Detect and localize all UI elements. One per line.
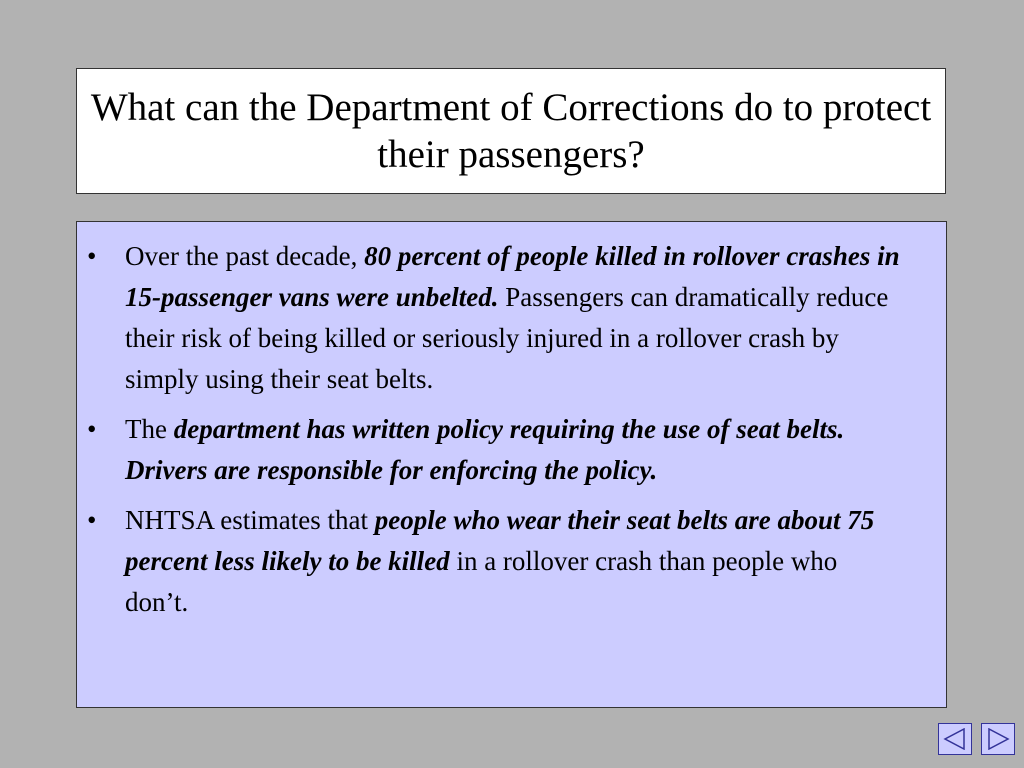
bullet-item bbox=[77, 500, 906, 623]
title-box bbox=[76, 68, 946, 194]
bullet-marker: • bbox=[87, 414, 97, 444]
next-triangle-icon bbox=[986, 728, 1010, 750]
bullet-emphasis: people who wear their seat belts are about 75 percent less likely to be killed bbox=[125, 505, 875, 576]
bullet-item bbox=[77, 409, 906, 491]
bullet-text: Over the past decade, bbox=[125, 241, 365, 271]
bullet-marker: • bbox=[87, 505, 97, 535]
bullet-text: Passengers can dramatically reduce their risk of being killed or seriously injured in a rollover crash by simply using their seat belts. bbox=[125, 282, 889, 394]
previous-triangle-icon bbox=[943, 728, 967, 750]
bullet-text: The bbox=[125, 414, 174, 444]
bullet-text: NHTSA estimates that bbox=[125, 505, 375, 535]
bullet-item bbox=[77, 236, 906, 400]
bullet-text: in a rollover crash than people who don’t. bbox=[125, 546, 838, 617]
bullet-emphasis: 80 percent of people killed in rollover crashes in 15-passenger vans were unbelted. bbox=[125, 241, 900, 312]
content-box bbox=[76, 221, 947, 708]
bullet-emphasis: department has written policy requiring the use of seat belts. Drivers are responsible for enforcing the policy. bbox=[125, 414, 845, 485]
slide-title: What can the Department of Corrections do to protect their passengers? bbox=[90, 86, 932, 176]
previous-slide-button[interactable] bbox=[938, 723, 972, 755]
bullet-list bbox=[77, 222, 946, 623]
bullet-marker: • bbox=[87, 241, 97, 271]
next-slide-button[interactable] bbox=[981, 723, 1015, 755]
